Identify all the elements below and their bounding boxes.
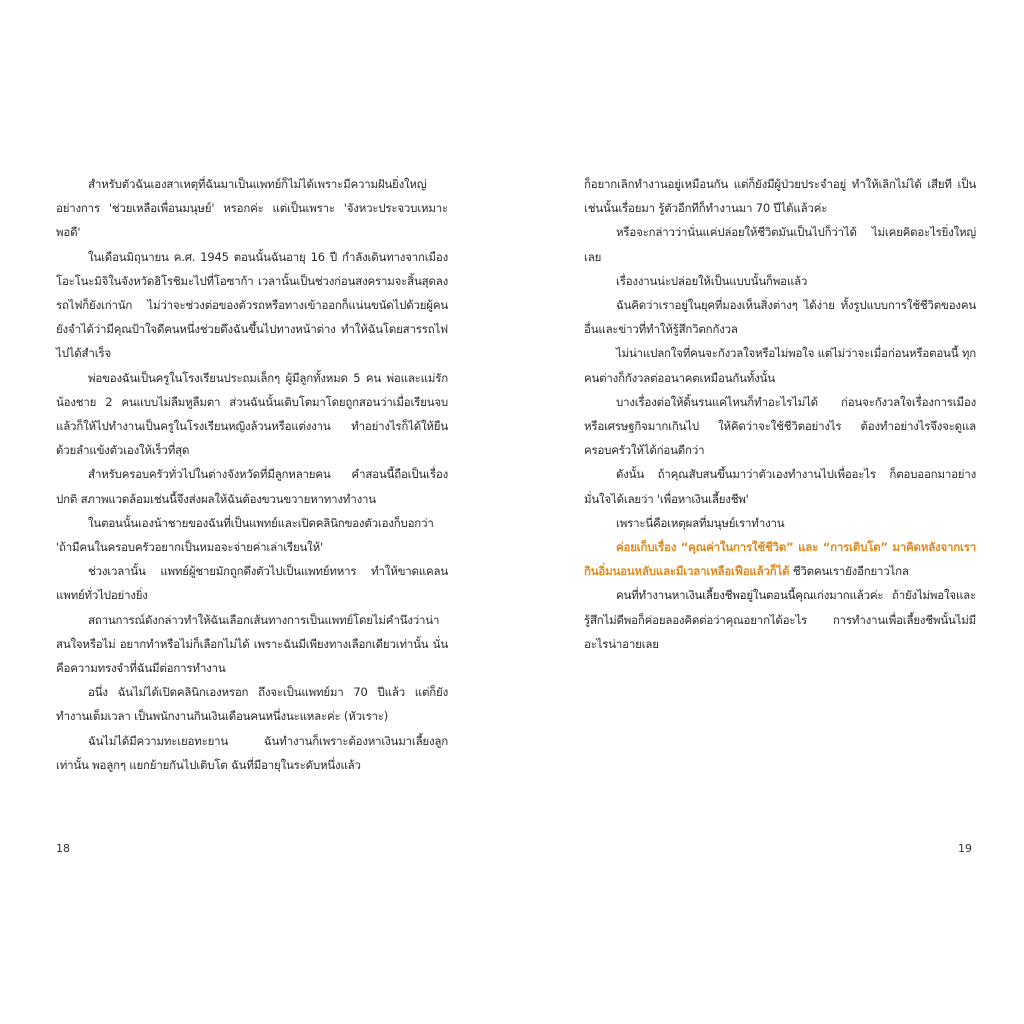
- left-page-number: 18: [56, 842, 70, 855]
- right-paragraph-continued: ก็อยากเลิกทำงานอยู่เหมือนกัน แต่ก็ยังมีผู้ป่วยประจำอยู่ ทำให้เลิกไม่ได้ เสียที เป็นเช่นนั้นเรื่อยมา รู้ตัวอีกทีก็ทำงานมา 70 ปีได้แล้วค่ะ: [584, 177, 976, 216]
- right-paragraph-3: เรื่องงานน่ะปล่อยให้เป็นแบบนั้นก็พอแล้ว: [616, 273, 808, 288]
- right-paragraph-8: เพราะนี่คือเหตุผลที่มนุษย์เราทำงาน: [616, 515, 785, 530]
- left-paragraph-9: ฉันไม่ได้มีความทะเยอทะยาน ฉันทำงานก็เพราะต้องหาเงินมาเลี้ยงลูกเท่านั้น พอลูกๆ แยกย้ายกันไปเติบโต ฉันที่มีอายุในระดับหนึ่งแล้ว: [56, 733, 448, 772]
- highlight-tail: ชีวิตคนเรายังอีกยาวไกล: [789, 564, 909, 579]
- left-paragraph-4: สำหรับครอบครัวทั่วไปในต่างจังหวัดที่มีลูกหลายคน คำสอนนี้ถือเป็นเรื่องปกติ สภาพแวดล้อมเช่นนี้จึงส่งผลให้ฉันต้องขวนขวายหาทางทำงาน: [56, 467, 448, 506]
- left-paragraph-3: พ่อของฉันเป็นครูในโรงเรียนประถมเล็กๆ ผู้มีลูกทั้งหมด 5 คน พ่อและแม่รักน้องชาย 2 คนแบบไม่ลืมหูลืมตา ส่วนฉันนั้นเติบโตมาโดยถูกสอนว่าเมื่อเรียนจบแล้วก็ให้ไปทำงานเป็นครูในโรงเรียนหญิงล้วนหรือแต่งงาน ทำอย่างไรก็ได้ให้ยืนด้วยลำแข้งตัวเองให้เร็วที่สุด: [56, 370, 448, 458]
- left-paragraph-2: ในเดือนมิถุนายน ค.ศ. 1945 ตอนนั้นฉันอายุ 16 ปี กำลังเดินทางจากเมืองโอะโนะมิจิในจังหวัดฮิโรชิมะไปที่โอซาก้า เวลานั้นเป็นช่วงก่อนสงครามจะสิ้นสุดลง รถไฟก็ยังเก่านัก ไม่ว่าจะช่วงต่อของตัวรถหรือทางเข้าออกก็แน่นขนัดไปด้วยผู้คน ยังจำได้ว่ามีคุณป้าใจดีคนหนึ่งช่วยดึงฉันขึ้นไปทางหน้าต่าง ทำให้ฉันโดยสารรถไฟไปได้สำเร็จ: [56, 249, 448, 361]
- left-paragraph-7: สถานการณ์ดังกล่าวทำให้ฉันเลือกเส้นทางการเป็นแพทย์โดยไม่คำนึงว่าน่าสนใจหรือไม่ อยากทำหรือไม่ก็เลือกไม่ได้ เพราะฉันมีเพียงทางเลือกเดียวเท่านั้น นั่นคือความทรงจำที่ฉันมีต่อการทำงาน: [56, 612, 448, 676]
- left-paragraph-1: สำหรับตัวฉันเองสาเหตุที่ฉันมาเป็นแพทย์ก็ไม่ได้เพราะมีความฝันยิ่งใหญ่อย่างการ 'ช่วยเหลือเพื่อนมนุษย์' หรอกค่ะ แต่เป็นเพราะ 'จังหวะประจวบเหมาะพอดี': [56, 177, 448, 240]
- left-page: [56, 172, 448, 777]
- right-page-text: [584, 172, 976, 656]
- left-paragraph-5: ในตอนนั้นเองน้าชายของฉันที่เป็นแพทย์และเปิดคลินิกของตัวเองก็บอกว่า 'ถ้ามีคนในครอบครัวอยากเป็นหมอจะจ่ายค่าเล่าเรียนให้': [56, 515, 434, 555]
- left-paragraph-8: อนึ่ง ฉันไม่ได้เปิดคลินิกเองหรอก ถึงจะเป็นแพทย์มา 70 ปีแล้ว แต่ก็ยังทำงานเต็มเวลา เป็นพนักงานกินเงินเดือนคนหนึ่งนะแหละค่ะ (หัวเราะ): [56, 685, 448, 724]
- right-paragraph-4: ฉันคิดว่าเราอยู่ในยุคที่มองเห็นสิ่งต่างๆ ได้ง่าย ทั้งรูปแบบการใช้ชีวิตของคนอื่นและข่าวที่ทำให้รู้สึกวิตกกังวล: [584, 298, 976, 337]
- right-page-number: 19: [958, 842, 972, 855]
- right-page: [584, 172, 976, 656]
- right-highlight-paragraph: [584, 535, 976, 583]
- right-paragraph-7: ดังนั้น ถ้าคุณสับสนขึ้นมาว่าตัวเองทำงานไปเพื่ออะไร ก็ตอบออกมาอย่างมั่นใจได้เลยว่า 'เพื่อหาเงินเลี้ยงชีพ': [584, 467, 976, 506]
- right-paragraph-2: หรือจะกล่าวว่านั่นแค่ปล่อยให้ชีวิตมันเป็นไปก็ว่าได้ ไม่เคยคิดอะไรยิ่งใหญ่เลย: [584, 225, 976, 264]
- right-paragraph-5: ไม่น่าแปลกใจที่คนจะกังวลใจหรือไม่พอใจ แต่ไม่ว่าจะเมื่อก่อนหรือตอนนี้ ทุกคนต่างก็กังวลต่ออนาคตเหมือนกันทั้งนั้น: [584, 346, 976, 385]
- left-page-text: [56, 172, 448, 777]
- left-paragraph-6: ช่วงเวลานั้น แพทย์ผู้ชายมักถูกดึงตัวไปเป็นแพทย์ทหาร ทำให้ขาดแคลนแพทย์ทั่วไปอย่างยิ่ง: [56, 564, 448, 603]
- right-paragraph-last: คนที่ทำงานหาเงินเลี้ยงชีพอยู่ในตอนนี้คุณเก่งมากแล้วค่ะ ถ้ายังไม่พอใจและรู้สึกไม่ดีพอก็ค่อยลองคิดต่อว่าคุณอยากได้อะไร การทำงานเพื่อเลี้ยงชีพนั้นไม่มีอะไรน่าอายเลย: [584, 588, 976, 651]
- highlight-quote: ค่อยเก็บเรื่อง “คุณค่าในการใช้ชีวิต” และ “การเติบโต” มาคิดหลังจากเรากินอิ่มนอนหลับและมีเวลาเหลือเฟือแล้วก็ได้: [584, 540, 976, 579]
- right-paragraph-6: บางเรื่องต่อให้ดิ้นรนแค่ไหนก็ทำอะไรไม่ได้ ก่อนจะกังวลใจเรื่องการเมืองหรือเศรษฐกิจมากเกินไป ให้คิดว่าจะใช้ชีวิตอย่างไร ต้องทำอย่างไรจึงจะดูแลครอบครัวให้ได้ก่อนดีกว่า: [584, 394, 976, 458]
